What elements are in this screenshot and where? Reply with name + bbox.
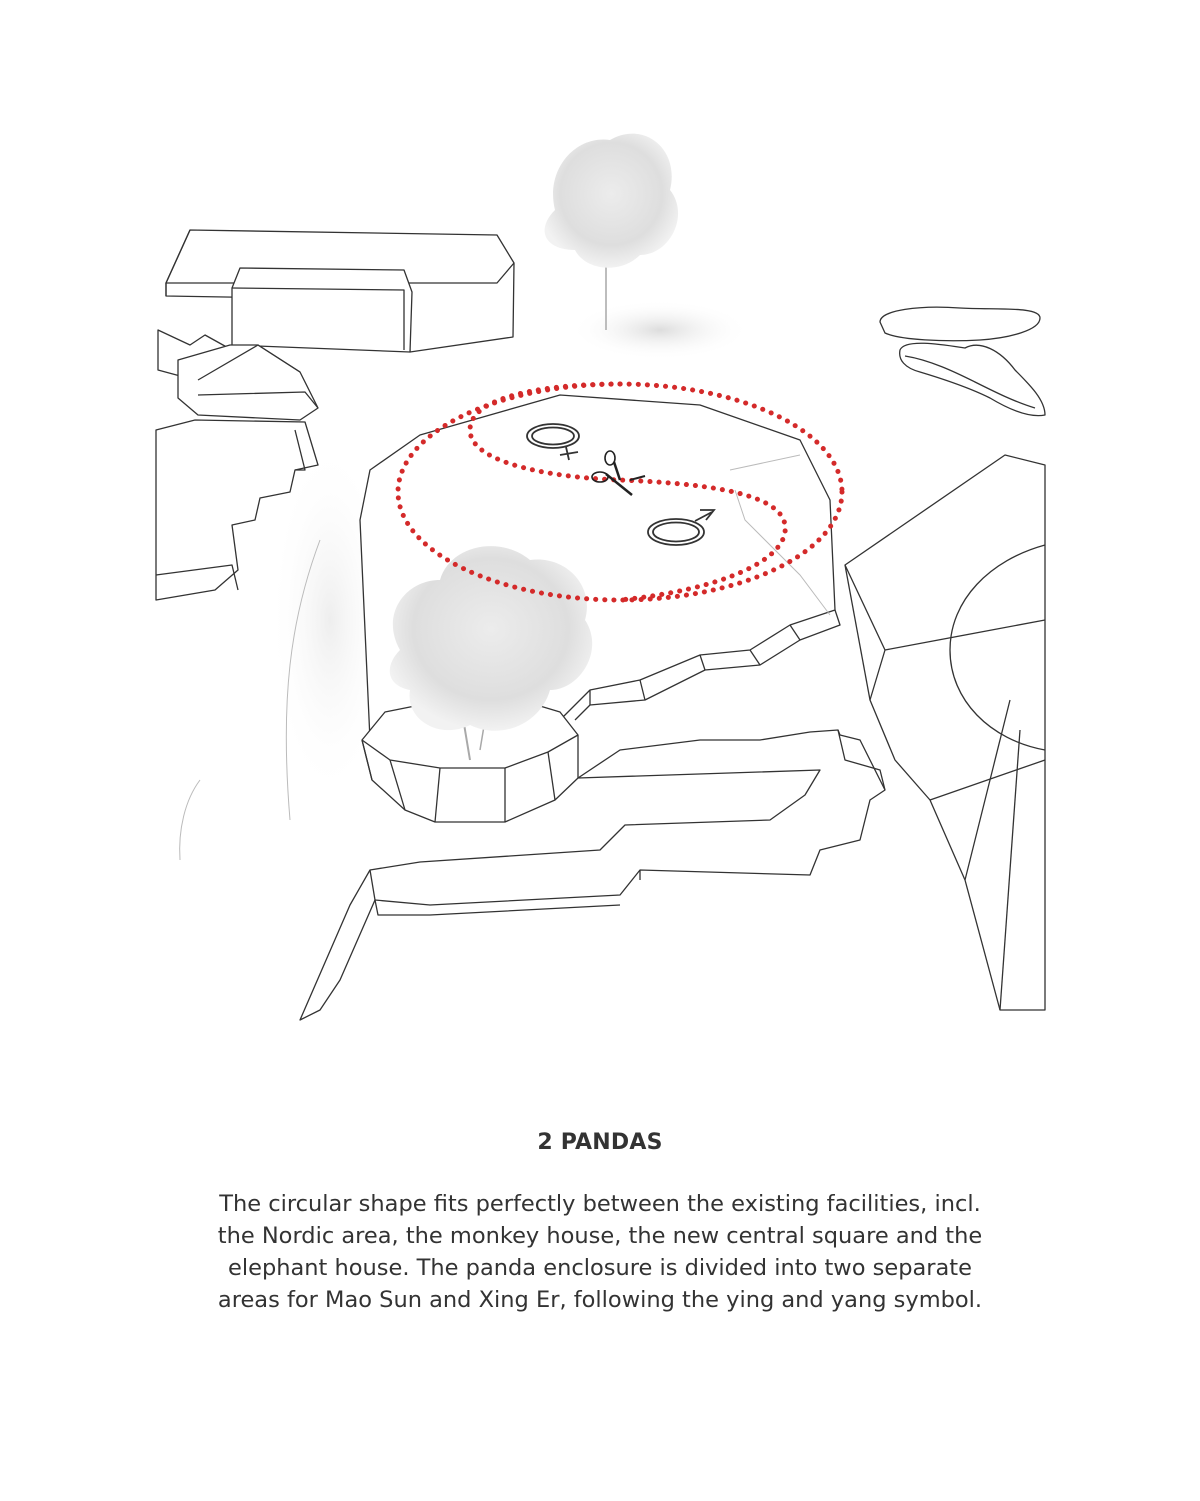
caption-title: 2 PANDAS — [537, 1130, 663, 1155]
tree-shadow — [570, 300, 750, 360]
caption-body — [150, 1188, 1050, 1316]
caption-line: areas for Mao Sun and Xing Er, following the ying and yang symbol. — [217, 1287, 983, 1314]
building-long — [166, 230, 514, 352]
caption-line: the Nordic area, the monkey house, the new central square and the — [217, 1223, 983, 1250]
nordic-area — [880, 307, 1045, 415]
caption — [150, 1130, 1050, 1316]
caption-line: The circular shape fits perfectly between the existing facilities, incl. — [219, 1191, 981, 1218]
caption-line: elephant house. The panda enclosure is divided into two separate — [228, 1255, 972, 1282]
facility-right — [845, 455, 1045, 1010]
